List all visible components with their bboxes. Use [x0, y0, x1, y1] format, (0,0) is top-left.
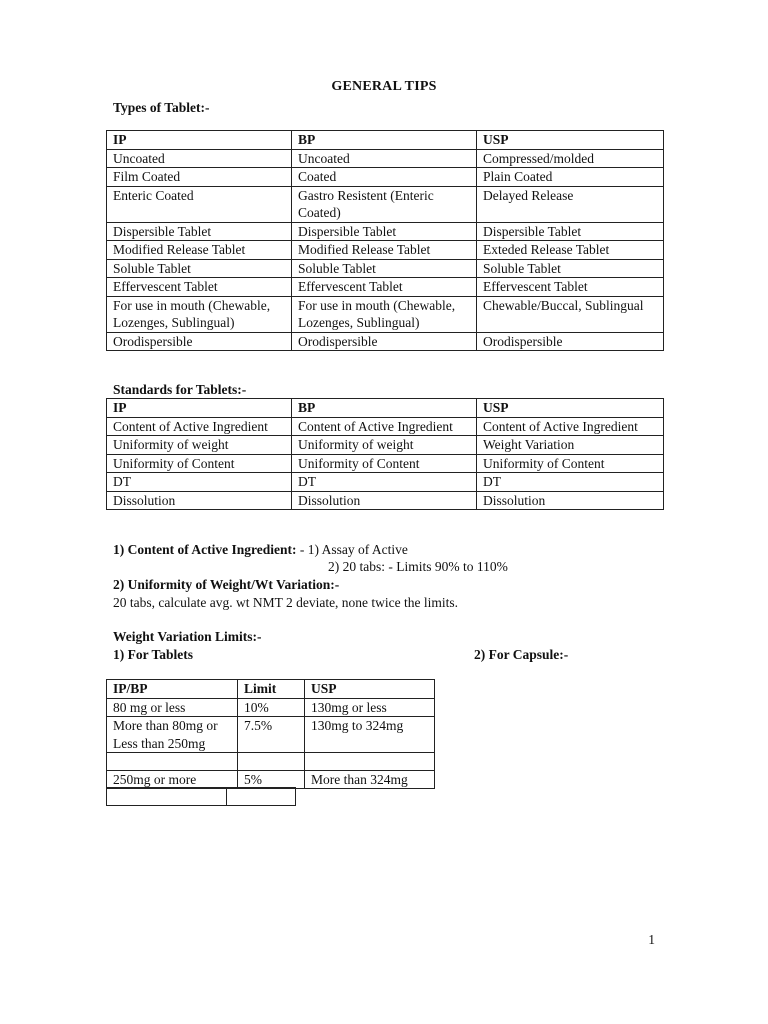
table-cell: Dissolution — [292, 491, 477, 510]
table-row — [107, 417, 664, 436]
table-cell: Dissolution — [107, 491, 292, 510]
table-row — [107, 788, 296, 806]
weight-variation-table — [106, 679, 435, 789]
table-cell: Uncoated — [292, 149, 477, 168]
table-cell: More than 324mg — [305, 770, 435, 789]
table-cell: DT — [292, 473, 477, 492]
table-cell: Chewable/Buccal, Sublingual — [477, 296, 664, 332]
standards-heading: Standards for Tablets:- — [113, 382, 247, 397]
header-cell: IP — [107, 131, 292, 150]
table-cell: Uniformity of Content — [477, 454, 664, 473]
table-row — [107, 332, 664, 351]
header-cell: USP — [477, 131, 664, 150]
table-cell: Orodispersible — [292, 332, 477, 351]
table-row — [107, 168, 664, 187]
table-cell: Exteded Release Tablet — [477, 241, 664, 260]
table-cell: Soluble Tablet — [477, 259, 664, 278]
table-cell: Gastro Resistent (Enteric Coated) — [292, 186, 477, 222]
table-cell: Uniformity of weight — [292, 436, 477, 455]
table-row — [107, 149, 664, 168]
content-text-1: - 1) Assay of Active — [296, 542, 408, 557]
table-cell — [305, 753, 435, 771]
table-cell: DT — [477, 473, 664, 492]
uniformity-heading: 2) Uniformity of Weight/Wt Variation:- — [113, 577, 340, 592]
header-cell: USP — [477, 399, 664, 418]
table-cell: Uniformity of Content — [107, 454, 292, 473]
table-cell: Enteric Coated — [107, 186, 292, 222]
table-cell: Uncoated — [107, 149, 292, 168]
table-cell: Weight Variation — [477, 436, 664, 455]
table-cell: Dissolution — [477, 491, 664, 510]
capsule-label: 2) For Capsule:- — [474, 647, 569, 662]
table-cell: 80 mg or less — [107, 698, 238, 717]
table-row — [107, 278, 664, 297]
table-cell — [227, 788, 296, 806]
table-row — [107, 454, 664, 473]
header-cell: IP/BP — [107, 680, 238, 699]
header-cell: Limit — [238, 680, 305, 699]
table-row — [107, 698, 435, 717]
table-cell: 250mg or more — [107, 770, 238, 789]
table-cell: Modified Release Tablet — [292, 241, 477, 260]
types-table — [106, 130, 664, 351]
table-row — [107, 222, 664, 241]
table-row — [107, 259, 664, 278]
types-heading: Types of Tablet:- — [113, 100, 210, 115]
table-header-row — [107, 680, 435, 699]
table-cell: Effervescent Tablet — [107, 278, 292, 297]
table-cell: Content of Active Ingredient — [292, 417, 477, 436]
table-row — [107, 770, 435, 789]
table-cell: Orodispersible — [477, 332, 664, 351]
uniformity-text: 20 tabs, calculate avg. wt NMT 2 deviate, none twice the limits. — [113, 595, 459, 610]
standards-table — [106, 398, 664, 510]
table-cell: For use in mouth (Chewable, Lozenges, Sublingual) — [292, 296, 477, 332]
table-cell: Dispersible Tablet — [292, 222, 477, 241]
weight-variation-heading: Weight Variation Limits:- — [113, 629, 262, 644]
table-cell: Effervescent Tablet — [477, 278, 664, 297]
table-cell: Plain Coated — [477, 168, 664, 187]
table-cell — [107, 788, 227, 806]
header-cell: USP — [305, 680, 435, 699]
table-cell: Dispersible Tablet — [477, 222, 664, 241]
tablets-label: 1) For Tablets — [113, 647, 194, 662]
table-cell: 7.5% — [238, 717, 305, 753]
table-cell — [238, 753, 305, 771]
page-number: 1 — [648, 932, 655, 947]
table-row — [107, 296, 664, 332]
table-cell: 5% — [238, 770, 305, 789]
empty-trailing-row — [106, 787, 296, 806]
table-row — [107, 491, 664, 510]
header-cell: BP — [292, 131, 477, 150]
table-cell: 130mg or less — [305, 698, 435, 717]
table-header-row — [107, 399, 664, 418]
content-line — [113, 541, 408, 558]
table-row — [107, 436, 664, 455]
header-cell: IP — [107, 399, 292, 418]
table-cell: 130mg to 324mg — [305, 717, 435, 753]
table-cell: 10% — [238, 698, 305, 717]
table-cell: Uniformity of weight — [107, 436, 292, 455]
table-row — [107, 717, 435, 753]
header-cell: BP — [292, 399, 477, 418]
table-cell: Compressed/molded — [477, 149, 664, 168]
table-row — [107, 241, 664, 260]
table-cell: Content of Active Ingredient — [477, 417, 664, 436]
page-title: GENERAL TIPS — [331, 79, 437, 94]
table-cell: Dispersible Tablet — [107, 222, 292, 241]
table-cell: Orodispersible — [107, 332, 292, 351]
table-cell: Content of Active Ingredient — [107, 417, 292, 436]
table-row — [107, 753, 435, 771]
table-cell: DT — [107, 473, 292, 492]
table-cell — [107, 753, 238, 771]
table-cell: Delayed Release — [477, 186, 664, 222]
table-header-row — [107, 131, 664, 150]
table-cell: More than 80mg or Less than 250mg — [107, 717, 238, 753]
table-cell: Coated — [292, 168, 477, 187]
table-cell: Modified Release Tablet — [107, 241, 292, 260]
table-row — [107, 473, 664, 492]
table-cell: Film Coated — [107, 168, 292, 187]
content-text-2: 2) 20 tabs: - Limits 90% to 110% — [328, 559, 508, 574]
table-cell: For use in mouth (Chewable, Lozenges, Sublingual) — [107, 296, 292, 332]
table-cell: Uniformity of Content — [292, 454, 477, 473]
content-heading: 1) Content of Active Ingredient: — [113, 542, 297, 557]
table-row — [107, 186, 664, 222]
table-cell: Soluble Tablet — [292, 259, 477, 278]
table-cell: Soluble Tablet — [107, 259, 292, 278]
table-cell: Effervescent Tablet — [292, 278, 477, 297]
